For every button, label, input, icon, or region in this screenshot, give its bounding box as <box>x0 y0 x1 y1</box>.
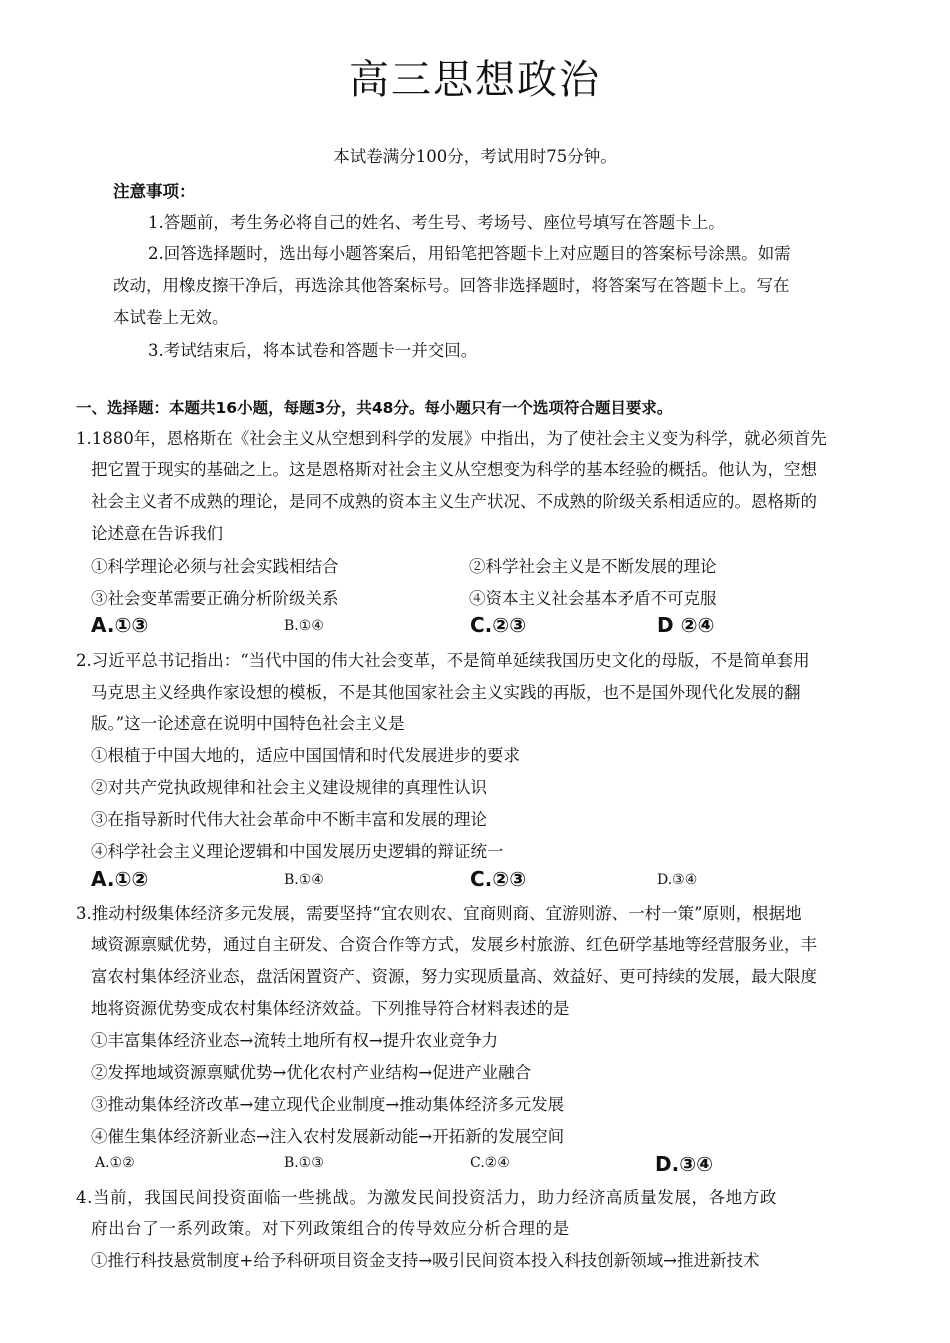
q3-choice-a[interactable]: A.①② <box>95 1155 135 1171</box>
q3-stem-line: 地将资源优势变成农村集体经济效益。下列推导符合材料表述的是 <box>91 999 570 1018</box>
page-title: 高三思想政治 <box>349 57 601 103</box>
q2-stem-line: 马克思主义经典作家设想的模板，不是其他国家社会主义实践的再版，也不是国外现代化发展的翻 <box>91 683 801 702</box>
notice-item-2: 2.回答选择题时，选出每小题答案后，用铅笔把答题卡上对应题目的答案标号涂黑。如需 <box>148 244 791 263</box>
q1-item-4: ④资本主义社会基本矛盾不可克服 <box>469 589 717 608</box>
q1-choice-b[interactable]: B.①④ <box>284 618 324 634</box>
q2-item-1: ①根植于中国大地的，适应中国国情和时代发展进步的要求 <box>91 746 520 765</box>
q2-choice-b[interactable]: B.①④ <box>284 872 324 888</box>
q3-stem-line: 富农村集体经济业态，盘活闲置资产、资源，努力实现质量高、效益好、更可持续的发展，最大限度 <box>91 967 817 986</box>
score-line: 本试卷满分100分，考试用时75分钟。 <box>333 147 617 166</box>
q3-item-3: ③推动集体经济改革→建立现代企业制度→推动集体经济多元发展 <box>91 1095 565 1114</box>
q1-item-2: ②科学社会主义是不断发展的理论 <box>469 557 717 576</box>
q3-item-4: ④催生集体经济新业态→注入农村发展新动能→开拓新的发展空间 <box>91 1127 565 1146</box>
q1-item-3: ③社会变革需要正确分析阶级关系 <box>91 589 339 608</box>
q1-choice-d[interactable]: D ②④ <box>657 613 715 637</box>
q3-stem-line: 3.推动村级集体经济多元发展，需要坚持“宜农则农、宜商则商、宜游则游、一村一策”原则，根据地 <box>76 904 802 923</box>
notice-item-1: 1.答题前，考生务必将自己的姓名、考生号、考场号、座位号填写在答题卡上。 <box>148 213 725 232</box>
notice-item-2-cont: 改动，用橡皮擦干净后，再选涂其他答案标号。回答非选择题时，将答案写在答题卡上。写在 <box>113 276 790 295</box>
q1-choice-a[interactable]: A.①③ <box>91 613 149 637</box>
notice-item-2-end: 本试卷上无效。 <box>113 308 229 327</box>
q3-choice-b[interactable]: B.①③ <box>284 1155 324 1171</box>
q4-item-1: ①推行科技悬赏制度+给予科研项目资金支持→吸引民间资本投入科技创新领域→推进新技术 <box>91 1251 760 1270</box>
q3-choice-d[interactable]: D.③④ <box>655 1152 714 1176</box>
q3-choice-c[interactable]: C.②④ <box>470 1155 510 1171</box>
q2-choice-d[interactable]: D.③④ <box>657 872 698 888</box>
q1-stem-line: 论述意在告诉我们 <box>91 524 223 543</box>
q1-stem-line: 1.1880年，恩格斯在《社会主义从空想到科学的发展》中指出，为了使社会主义变为科学，就必须首先 <box>76 429 827 448</box>
q3-item-2: ②发挥地域资源禀赋优势→优化农村产业结构→促进产业融合 <box>91 1063 532 1082</box>
q3-stem-line: 域资源禀赋优势，通过自主研发、合资合作等方式，发展乡村旅游、红色研学基地等经营服务业，丰 <box>91 935 817 954</box>
q1-stem-line: 社会主义者不成熟的理论，是同不成熟的资本主义生产状况、不成熟的阶级关系相适应的。恩格斯的 <box>91 492 817 511</box>
q2-stem-line: 版。”这一论述意在说明中国特色社会主义是 <box>91 714 405 733</box>
q2-stem-line: 2.习近平总书记指出：“当代中国的伟大社会变革，不是简单延续我国历史文化的母版，不是简单套用 <box>76 651 810 670</box>
q1-stem-line: 把它置于现实的基础之上。这是恩格斯对社会主义从空想变为科学的基本经验的概括。他认为，空想 <box>91 460 817 479</box>
section-heading: 一、选择题：本题共16小题，每题3分，共48分。每小题只有一个选项符合题目要求。 <box>76 399 673 417</box>
q4-stem-line: 4.当前，我国民间投资面临一些挑战。为激发民间投资活力，助力经济高质量发展，各地方政 <box>76 1188 777 1207</box>
notice-item-3: 3.考试结束后，将本试卷和答题卡一并交回。 <box>148 341 478 360</box>
q4-stem-line: 府出台了一系列政策。对下列政策组合的传导效应分析合理的是 <box>91 1219 570 1238</box>
q1-choice-c[interactable]: C.②③ <box>470 613 527 637</box>
q2-choice-c[interactable]: C.②③ <box>470 867 527 891</box>
q3-item-1: ①丰富集体经济业态→流转土地所有权→提升农业竞争力 <box>91 1031 499 1050</box>
notice-title: 注意事项： <box>113 182 196 201</box>
q1-item-1: ①科学理论必须与社会实践相结合 <box>91 557 339 576</box>
q2-item-3: ③在指导新时代伟大社会革命中不断丰富和发展的理论 <box>91 810 487 829</box>
q2-choice-a[interactable]: A.①② <box>91 867 149 891</box>
q2-item-4: ④科学社会主义理论逻辑和中国发展历史逻辑的辩证统一 <box>91 842 504 861</box>
q2-item-2: ②对共产党执政规律和社会主义建设规律的真理性认识 <box>91 778 487 797</box>
